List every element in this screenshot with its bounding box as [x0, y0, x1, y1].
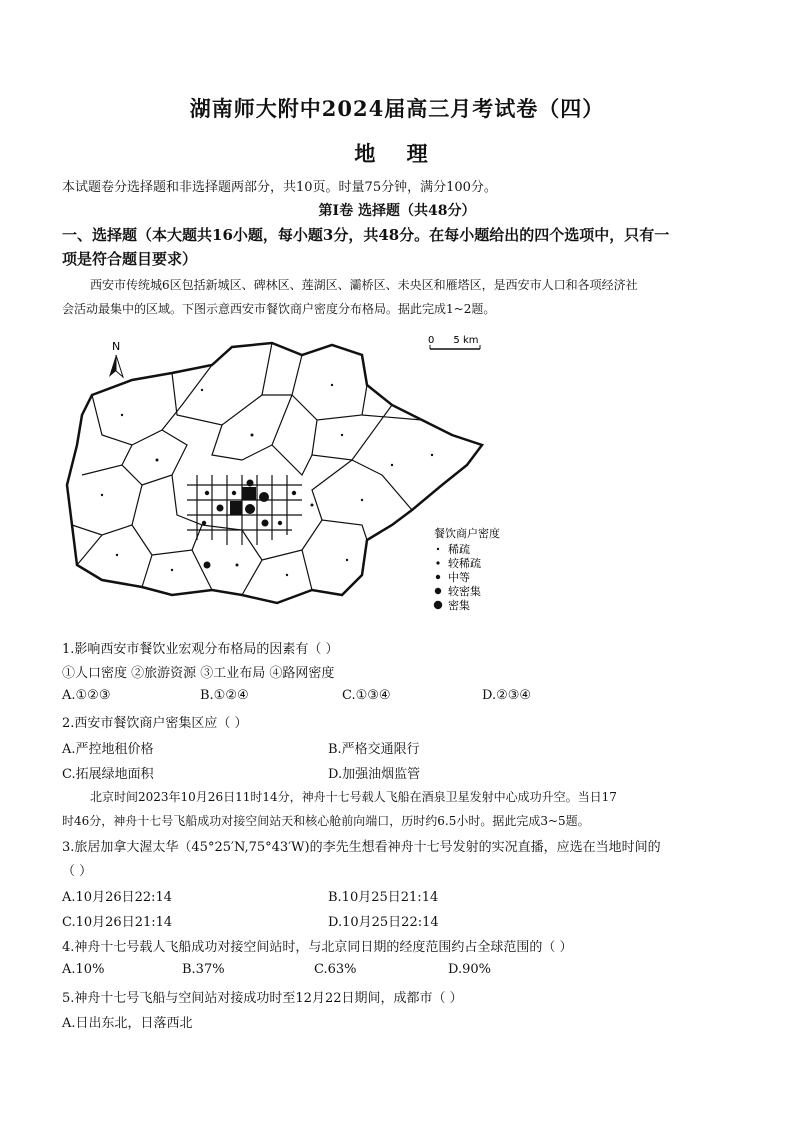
- exam-intro: 本试题卷分选择题和非选择题两部分，共10页。时量75分钟，满分100分。: [62, 180, 497, 195]
- q2-option-b[interactable]: B.严格交通限行: [328, 742, 420, 757]
- q4-option-d[interactable]: D.90%: [448, 962, 491, 977]
- legend-item-4: 较密集: [448, 585, 481, 598]
- q3-option-d[interactable]: D.10月25日22:14: [328, 915, 439, 930]
- section-heading-line1: 一、选择题（本大题共16小题，每小题3分，共48分。在每小题给出的四个选项中，只有一: [62, 226, 670, 244]
- subject-title: 地 理: [354, 141, 440, 166]
- q5-option-a[interactable]: A.日出东北，日落西北: [62, 1016, 193, 1031]
- part-heading: 第Ⅰ卷 选择题（共48分）: [318, 203, 476, 219]
- q3-stem-line1: 3.旅居加拿大渥太华（45°25′N,75°43′W)的李先生想看神舟十七号发射的实况直播，应选在当地时间的: [62, 840, 661, 855]
- q4-stem: 4.神舟十七号载人飞船成功对接空间站时，与北京同日期的经度范围约占全球范围的（ ）: [62, 940, 573, 955]
- q1-option-a[interactable]: A.①②③: [62, 688, 111, 703]
- q3-option-b[interactable]: B.10月25日21:14: [328, 890, 439, 905]
- map-legend: [434, 526, 500, 612]
- q2-option-d[interactable]: D.加强油烟监管: [328, 767, 421, 782]
- passage1-line1: 西安市传统城6区包括新城区、碑林区、莲湖区、灞桥区、未央区和雁塔区，是西安市人口和各项经济社: [90, 278, 638, 292]
- legend-item-2: 较稀疏: [448, 557, 481, 570]
- q4-option-b[interactable]: B.37%: [182, 962, 225, 977]
- xian-restaurant-density-map: [62, 325, 532, 625]
- q1-option-b[interactable]: B.①②④: [200, 688, 249, 703]
- q3-option-a[interactable]: A.10月26日22:14: [62, 890, 173, 905]
- q5-stem: 5.神舟十七号飞船与空间站对接成功时至12月22日期间，成都市（ ）: [62, 991, 463, 1006]
- exam-title: 湖南师大附中2024届高三月考试卷（四）: [189, 96, 605, 121]
- q4-option-a[interactable]: A.10%: [62, 962, 105, 977]
- q2-option-c[interactable]: C.拓展绿地面积: [62, 767, 154, 782]
- legend-item-3: 中等: [448, 571, 470, 584]
- scale-label: 0 5 km: [428, 335, 479, 346]
- q2-option-a[interactable]: A.严控地租价格: [62, 742, 154, 757]
- north-label: N: [112, 340, 121, 353]
- legend-item-5: 密集: [448, 599, 470, 612]
- legend-title: 餐饮商户密度: [434, 527, 500, 540]
- q4-option-c[interactable]: C.63%: [314, 962, 357, 977]
- q1-stem: 1.影响西安市餐饮业宏观分布格局的因素有（ ）: [62, 642, 339, 657]
- section-heading-line2: 项是符合题目要求）: [62, 250, 198, 268]
- legend-item-1: 稀疏: [448, 543, 470, 556]
- north-arrow: [109, 340, 123, 377]
- q1-option-c[interactable]: C.①③④: [342, 688, 391, 703]
- q1-option-d[interactable]: D.②③④: [482, 688, 532, 703]
- q3-option-c[interactable]: C.10月26日21:14: [62, 915, 173, 930]
- passage2-line1: 北京时间2023年10月26日11时14分，神舟十七号载人飞船在酒泉卫星发射中心成功升空。当日17: [90, 790, 617, 804]
- q1-factors: ①人口密度 ②旅游资源 ③工业布局 ④路网密度: [62, 666, 335, 681]
- passage1-line2: 会活动最集中的区域。下图示意西安市餐饮商户密度分布格局。据此完成1~2题。: [62, 302, 496, 316]
- scale-bar: [428, 335, 480, 349]
- q3-stem-line2: （ ）: [62, 864, 93, 879]
- q2-stem: 2.西安市餐饮商户密集区应（ ）: [62, 716, 248, 731]
- passage2-line2: 时46分，神舟十七号飞船成功对接空间站天和核心舱前向端口，历时约6.5小时。据此完成3~5题。: [62, 814, 590, 828]
- north-arrow-icon: [109, 355, 116, 377]
